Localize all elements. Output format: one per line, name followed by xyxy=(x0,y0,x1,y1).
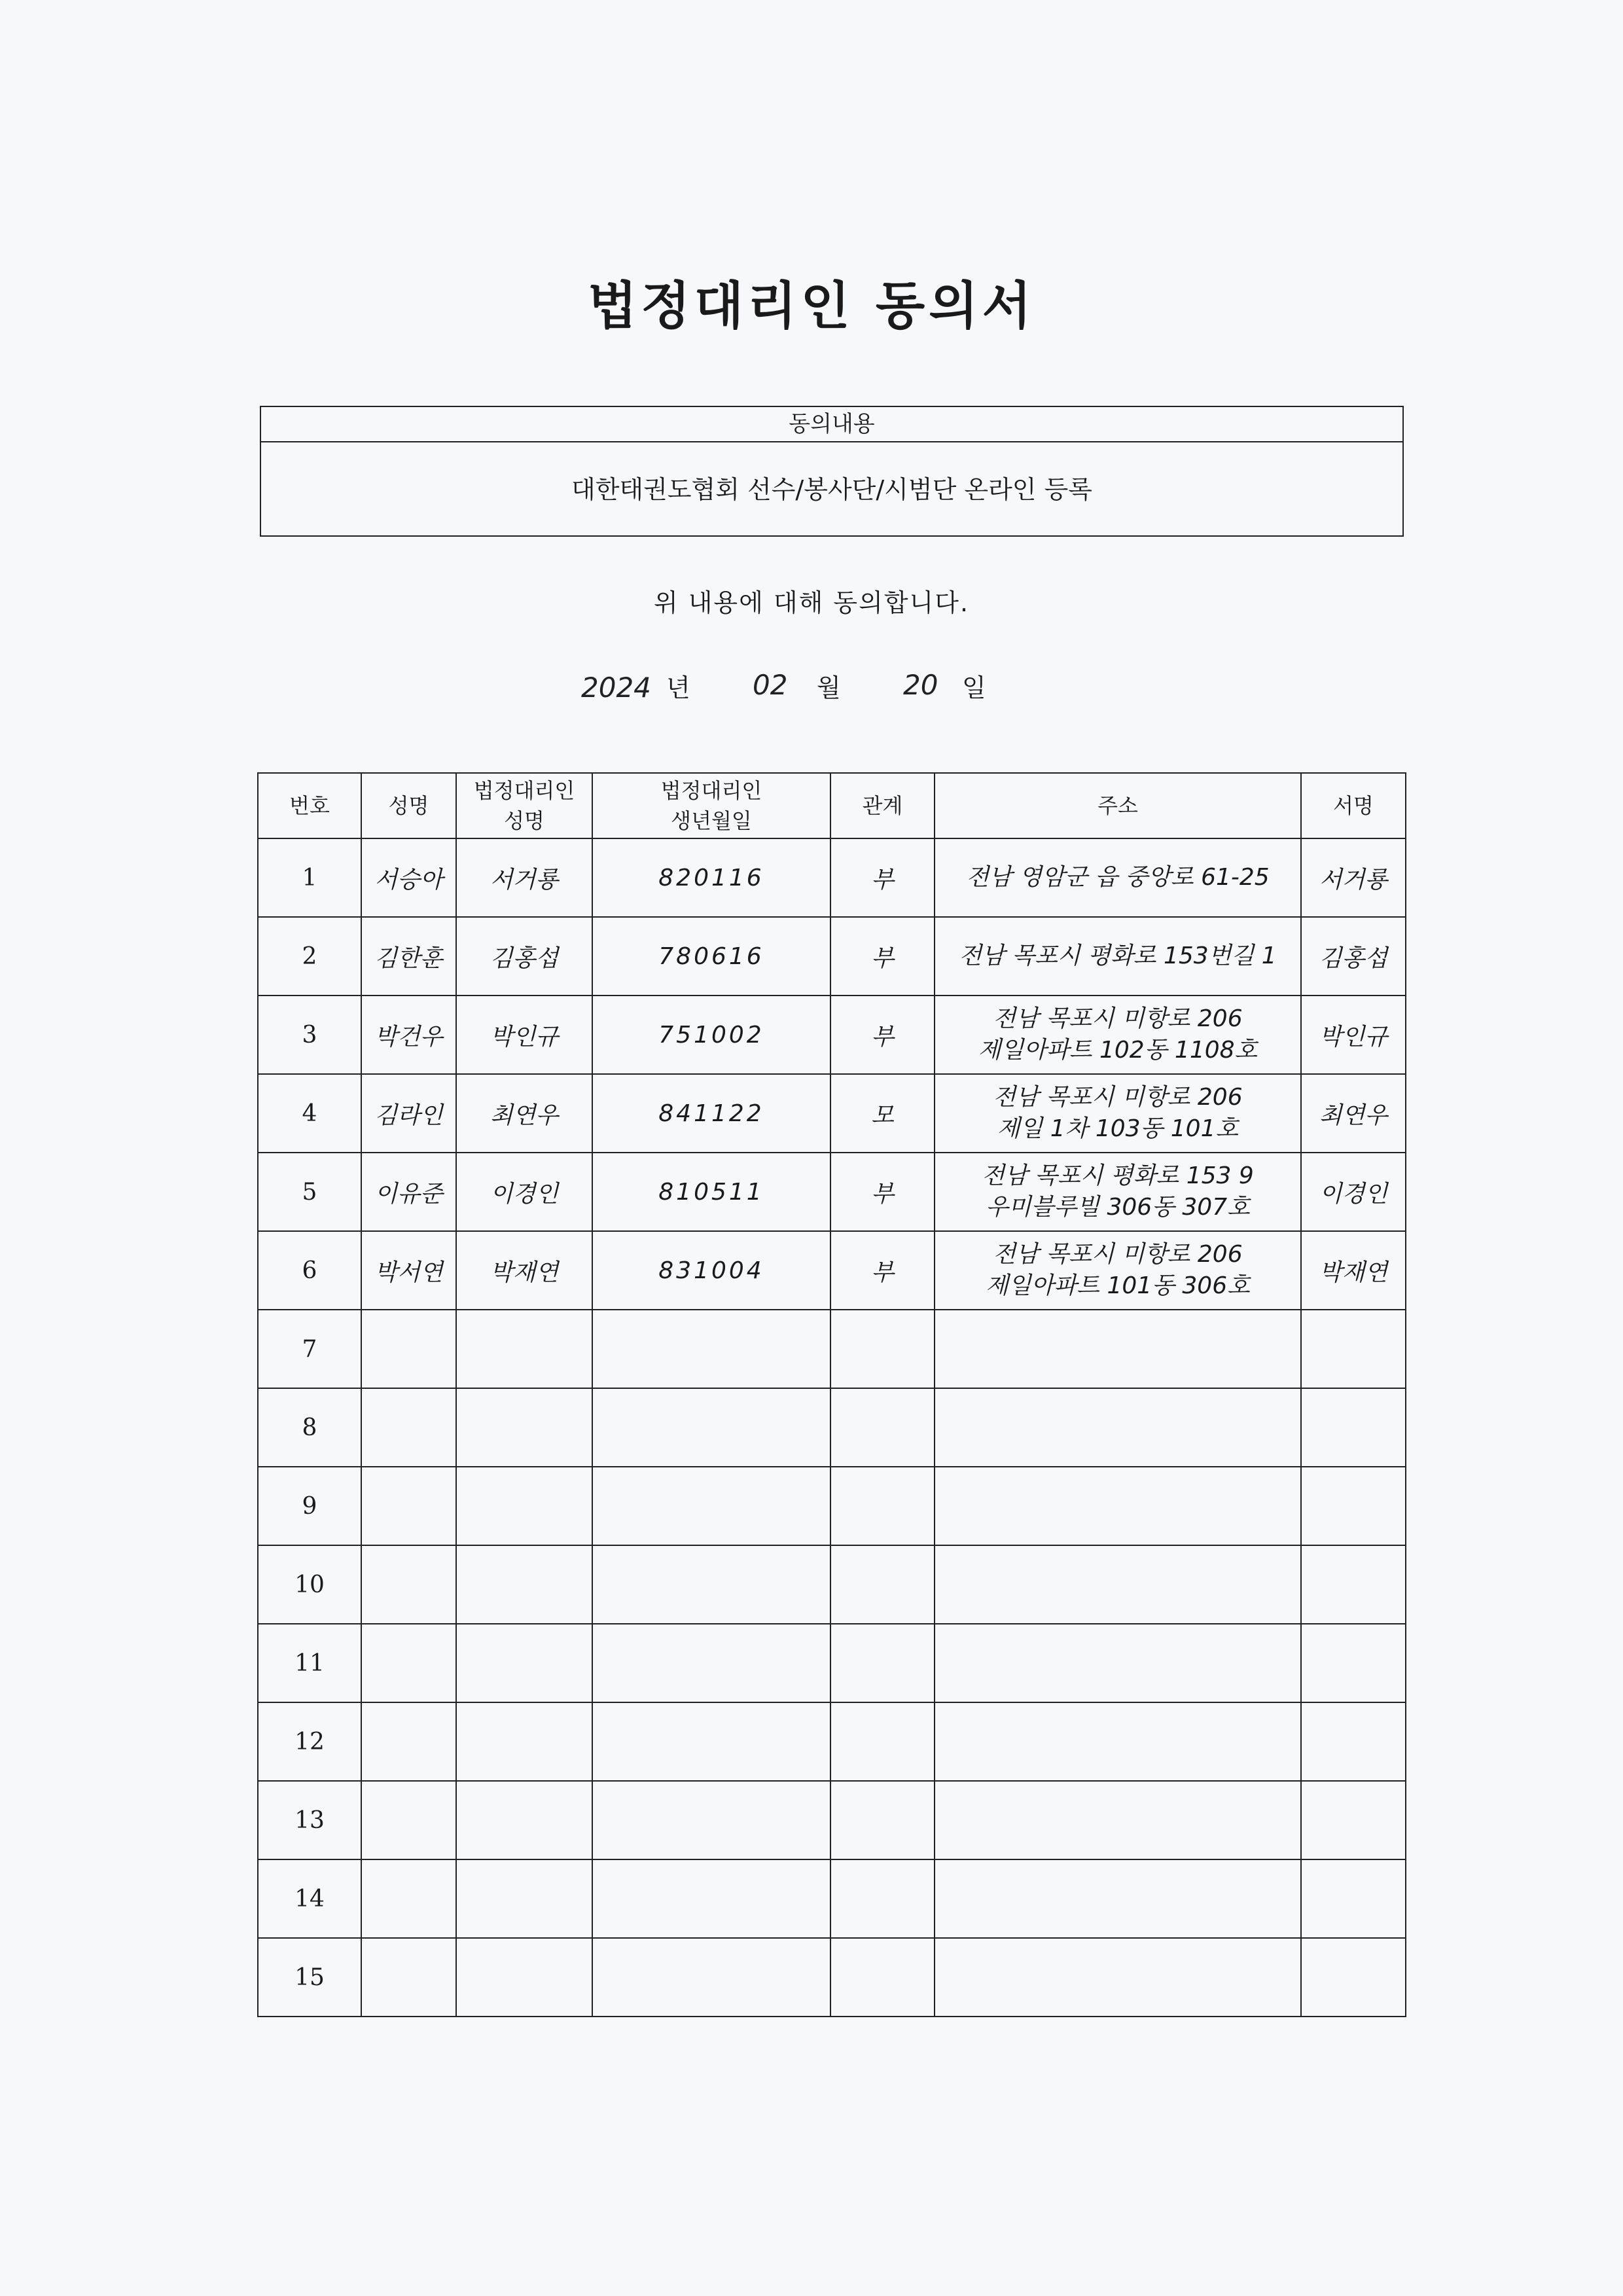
row-number: 14 xyxy=(258,1859,361,1938)
cell-guardian-name xyxy=(456,1388,592,1467)
cell-signature xyxy=(1301,1545,1406,1624)
cell-relation xyxy=(830,1702,935,1781)
address-line-2: 제일아파트 102동 1108호 xyxy=(978,1037,1258,1064)
row-number: 12 xyxy=(258,1702,361,1781)
cell-relation xyxy=(830,1388,935,1467)
header-guardian-name-line1: 법정대리인 xyxy=(473,778,575,803)
date-day: 20 xyxy=(903,669,938,701)
cell-guardian-birth: 820116 xyxy=(592,838,830,917)
cell-guardian-name: 서거룡 xyxy=(456,838,592,917)
cell-signature xyxy=(1301,1467,1406,1545)
cell-name xyxy=(361,1938,456,2017)
cell-guardian-birth: 780616 xyxy=(592,917,830,996)
cell-address xyxy=(935,1624,1301,1702)
cell-address xyxy=(935,1938,1301,2017)
header-name: 성명 xyxy=(361,773,456,838)
cell-name: 이유준 xyxy=(361,1153,456,1231)
header-guardian-name-line2: 성명 xyxy=(504,808,544,833)
cell-guardian-birth xyxy=(592,1781,830,1859)
cell-signature xyxy=(1301,1781,1406,1859)
cell-signature: 서거룡 xyxy=(1301,838,1406,917)
date-month: 02 xyxy=(753,669,788,701)
address-line-1: 전남 목포시 미항로 206 xyxy=(993,1241,1243,1268)
header-guardian-birth xyxy=(592,773,830,838)
cell-address xyxy=(935,1153,1301,1231)
cell-guardian-name xyxy=(456,1545,592,1624)
cell-guardian-name xyxy=(456,1859,592,1938)
cell-name: 김라인 xyxy=(361,1074,456,1153)
header-signature: 서명 xyxy=(1301,773,1406,838)
row-number: 9 xyxy=(258,1467,361,1545)
cell-guardian-name xyxy=(456,1467,592,1545)
cell-guardian-birth: 841122 xyxy=(592,1074,830,1153)
cell-relation xyxy=(830,1938,935,2017)
cell-relation xyxy=(830,1467,935,1545)
cell-relation xyxy=(830,1781,935,1859)
header-guardian-birth-line1: 법정대리인 xyxy=(660,778,762,803)
row-number: 5 xyxy=(258,1153,361,1231)
cell-relation: 부 xyxy=(830,996,935,1074)
table-row xyxy=(258,1467,1406,1545)
cell-name xyxy=(361,1388,456,1467)
cell-signature xyxy=(1301,1388,1406,1467)
table-row xyxy=(258,1938,1406,2017)
address-line-1: 전남 목포시 평화로 153번길 1 xyxy=(959,942,1277,969)
cell-relation: 부 xyxy=(830,838,935,917)
address-line-1: 전남 목포시 평화로 153 9 xyxy=(982,1162,1254,1189)
date-year: 2024 xyxy=(581,672,651,704)
date-year-label: 년 xyxy=(666,673,690,702)
date-line xyxy=(0,668,1623,720)
address-line-1: 전남 목포시 미항로 206 xyxy=(993,1084,1243,1111)
cell-address xyxy=(935,1702,1301,1781)
cell-name xyxy=(361,1859,456,1938)
cell-name xyxy=(361,1624,456,1702)
cell-guardian-birth: 831004 xyxy=(592,1231,830,1310)
row-number: 11 xyxy=(258,1624,361,1702)
cell-relation: 부 xyxy=(830,1153,935,1231)
consent-header: 동의내용 xyxy=(261,407,1402,442)
cell-name: 박서연 xyxy=(361,1231,456,1310)
cell-signature xyxy=(1301,1624,1406,1702)
cell-signature xyxy=(1301,1859,1406,1938)
row-number: 4 xyxy=(258,1074,361,1153)
cell-name: 박건우 xyxy=(361,996,456,1074)
cell-guardian-name: 최연우 xyxy=(456,1074,592,1153)
cell-address xyxy=(935,1781,1301,1859)
cell-guardian-name: 김홍섭 xyxy=(456,917,592,996)
header-address: 주소 xyxy=(935,773,1301,838)
cell-name: 서승아 xyxy=(361,838,456,917)
address-line-1: 전남 목포시 미항로 206 xyxy=(993,1005,1243,1032)
cell-name xyxy=(361,1467,456,1545)
cell-relation xyxy=(830,1624,935,1702)
cell-guardian-birth: 810511 xyxy=(592,1153,830,1231)
consent-content: 대한태권도협회 선수/봉사단/시범단 온라인 등록 xyxy=(571,475,1092,504)
document-title: 법정대리인 동의서 xyxy=(588,277,1035,336)
table-row xyxy=(258,1231,1406,1310)
table-row xyxy=(258,1781,1406,1859)
cell-guardian-birth xyxy=(592,1859,830,1938)
cell-address xyxy=(935,1859,1301,1938)
cell-name xyxy=(361,1310,456,1388)
cell-signature: 박인규 xyxy=(1301,996,1406,1074)
cell-relation xyxy=(830,1545,935,1624)
cell-guardian-name: 박재연 xyxy=(456,1231,592,1310)
header-guardian-name xyxy=(456,773,592,838)
cell-guardian-name xyxy=(456,1310,592,1388)
consent-box xyxy=(260,406,1404,537)
cell-guardian-name xyxy=(456,1781,592,1859)
cell-guardian-birth xyxy=(592,1545,830,1624)
cell-guardian-birth xyxy=(592,1310,830,1388)
cell-name: 김한훈 xyxy=(361,917,456,996)
row-number: 6 xyxy=(258,1231,361,1310)
cell-address xyxy=(935,1231,1301,1310)
cell-guardian-name xyxy=(456,1938,592,2017)
cell-signature: 이경인 xyxy=(1301,1153,1406,1231)
cell-address xyxy=(935,996,1301,1074)
cell-guardian-birth xyxy=(592,1938,830,2017)
cell-address xyxy=(935,1074,1301,1153)
cell-guardian-name: 이경인 xyxy=(456,1153,592,1231)
row-number: 7 xyxy=(258,1310,361,1388)
cell-name xyxy=(361,1545,456,1624)
agreement-statement: 위 내용에 대해 동의합니다. xyxy=(653,588,970,617)
table-row xyxy=(258,1545,1406,1624)
cell-name xyxy=(361,1781,456,1859)
row-number: 10 xyxy=(258,1545,361,1624)
row-number: 2 xyxy=(258,917,361,996)
table-row xyxy=(258,1074,1406,1153)
cell-guardian-birth xyxy=(592,1467,830,1545)
table-row xyxy=(258,1624,1406,1702)
cell-guardian-name: 박인규 xyxy=(456,996,592,1074)
cell-signature xyxy=(1301,1938,1406,2017)
header-relation: 관계 xyxy=(830,773,935,838)
cell-guardian-name xyxy=(456,1624,592,1702)
cell-relation: 모 xyxy=(830,1074,935,1153)
row-number: 8 xyxy=(258,1388,361,1467)
table-header-row xyxy=(258,773,1406,838)
header-no: 번호 xyxy=(258,773,361,838)
cell-address xyxy=(935,1467,1301,1545)
cell-signature: 최연우 xyxy=(1301,1074,1406,1153)
date-month-label: 월 xyxy=(817,673,841,702)
cell-address xyxy=(935,917,1301,996)
cell-address xyxy=(935,1388,1301,1467)
address-line-2: 제일아파트 101동 306호 xyxy=(986,1272,1250,1299)
table-row xyxy=(258,1153,1406,1231)
header-guardian-birth-line2: 생년월일 xyxy=(671,808,752,833)
row-number: 3 xyxy=(258,996,361,1074)
table-row xyxy=(258,996,1406,1074)
cell-relation: 부 xyxy=(830,917,935,996)
table-row xyxy=(258,1702,1406,1781)
date-day-label: 일 xyxy=(962,673,986,702)
table-row xyxy=(258,917,1406,996)
cell-address xyxy=(935,838,1301,917)
cell-address xyxy=(935,1545,1301,1624)
cell-relation xyxy=(830,1859,935,1938)
row-number: 15 xyxy=(258,1938,361,2017)
registration-table xyxy=(257,772,1406,2017)
table-row xyxy=(258,1859,1406,1938)
table-row xyxy=(258,1388,1406,1467)
cell-guardian-birth xyxy=(592,1388,830,1467)
cell-signature xyxy=(1301,1310,1406,1388)
cell-name xyxy=(361,1702,456,1781)
cell-signature xyxy=(1301,1702,1406,1781)
cell-guardian-birth: 751002 xyxy=(592,996,830,1074)
table-row xyxy=(258,838,1406,917)
cell-guardian-birth xyxy=(592,1702,830,1781)
cell-signature: 박재연 xyxy=(1301,1231,1406,1310)
address-line-2: 제일 1차 103동 101호 xyxy=(997,1115,1239,1142)
address-line-2: 우미블루빌 306동 307호 xyxy=(986,1194,1250,1221)
cell-guardian-birth xyxy=(592,1624,830,1702)
row-number: 1 xyxy=(258,838,361,917)
cell-relation: 부 xyxy=(830,1231,935,1310)
row-number: 13 xyxy=(258,1781,361,1859)
address-line-1: 전남 영암군 읍 중앙로 61-25 xyxy=(966,864,1270,891)
cell-guardian-name xyxy=(456,1702,592,1781)
table-row xyxy=(258,1310,1406,1388)
cell-address xyxy=(935,1310,1301,1388)
cell-relation xyxy=(830,1310,935,1388)
cell-signature: 김홍섭 xyxy=(1301,917,1406,996)
